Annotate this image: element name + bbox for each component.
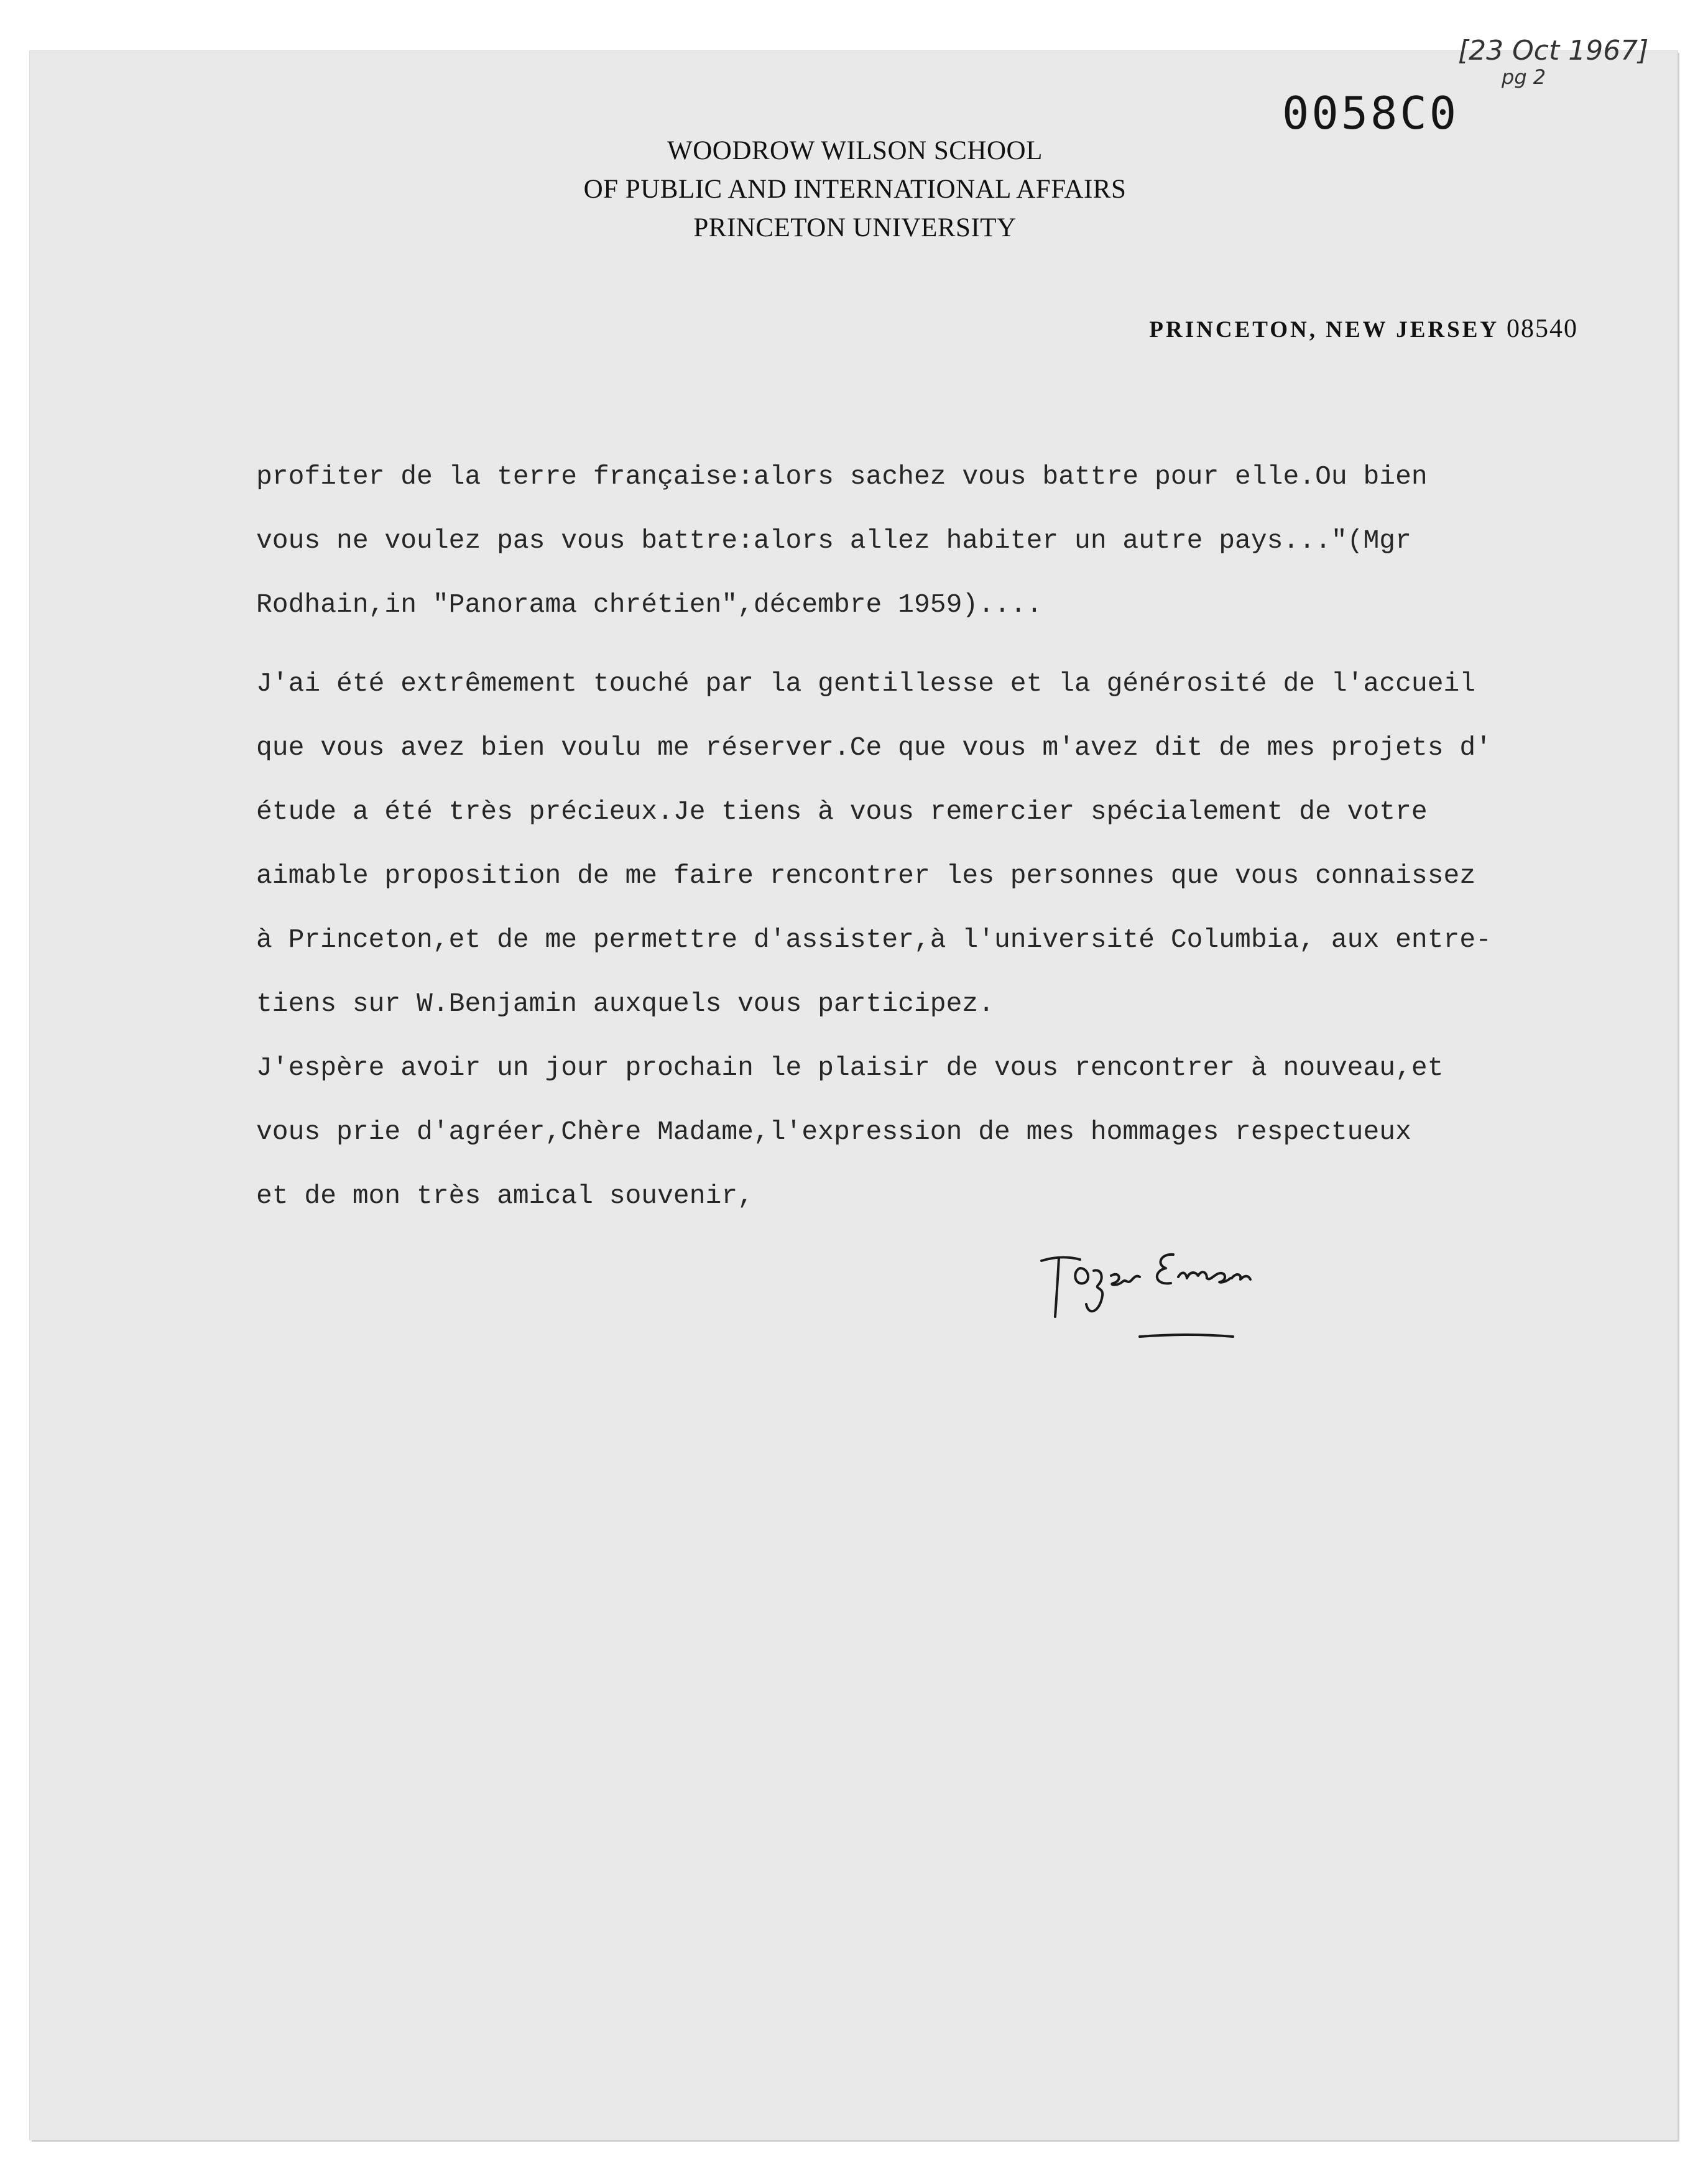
letterhead-address [1057,314,1578,344]
archive-page-number: pg 2 [1502,65,1546,89]
handwritten-signature [1029,1243,1296,1361]
body-line: Rodhain,in "Panorama chrétien",décembre 1959).... [256,589,1043,620]
document-number-stamp: 0058C0 [1282,87,1459,139]
address-city-state: PRINCETON, NEW JERSEY [1149,317,1498,343]
body-line: à Princeton,et de me permettre d'assister,à l'université Columbia, aux entre- [256,924,1492,955]
archive-annotation [1458,37,1648,87]
body-line: J'ai été extrêmement touché par la gentillesse et la générosité de l'accueil [256,668,1476,699]
body-line: profiter de la terre française:alors sachez vous battre pour elle.Ou bien [256,461,1428,492]
letterhead [497,132,1212,247]
body-line: que vous avez bien voulu me réserver.Ce que vous m'avez dit de mes projets d' [256,732,1492,763]
body-line: étude a été très précieux.Je tiens à vous remercier spécialement de votre [256,796,1428,827]
archive-reference: [23 Oct 1967] [1458,35,1649,67]
letterhead-line-2: OF PUBLIC AND INTERNATIONAL AFFAIRS [583,175,1127,204]
letterhead-line-3: PRINCETON UNIVERSITY [693,213,1017,242]
body-line: aimable proposition de me faire rencontrer les personnes que vous connaissez [256,860,1476,891]
body-line: et de mon très amical souvenir, [256,1181,754,1211]
body-line: vous prie d'agréer,Chère Madame,l'expression de mes hommages respectueux [256,1117,1411,1147]
letterhead-line-1: WOODROW WILSON SCHOOL [667,136,1043,165]
address-zip: 08540 [1507,315,1578,343]
letter-body [256,444,1618,1228]
body-line: tiens sur W.Benjamin auxquels vous participez. [256,988,994,1019]
body-line: J'espère avoir un jour prochain le plaisir de vous rencontrer à nouveau,et [256,1052,1444,1083]
body-line: vous ne voulez pas vous battre:alors allez habiter un autre pays..."(Mgr [256,525,1411,556]
